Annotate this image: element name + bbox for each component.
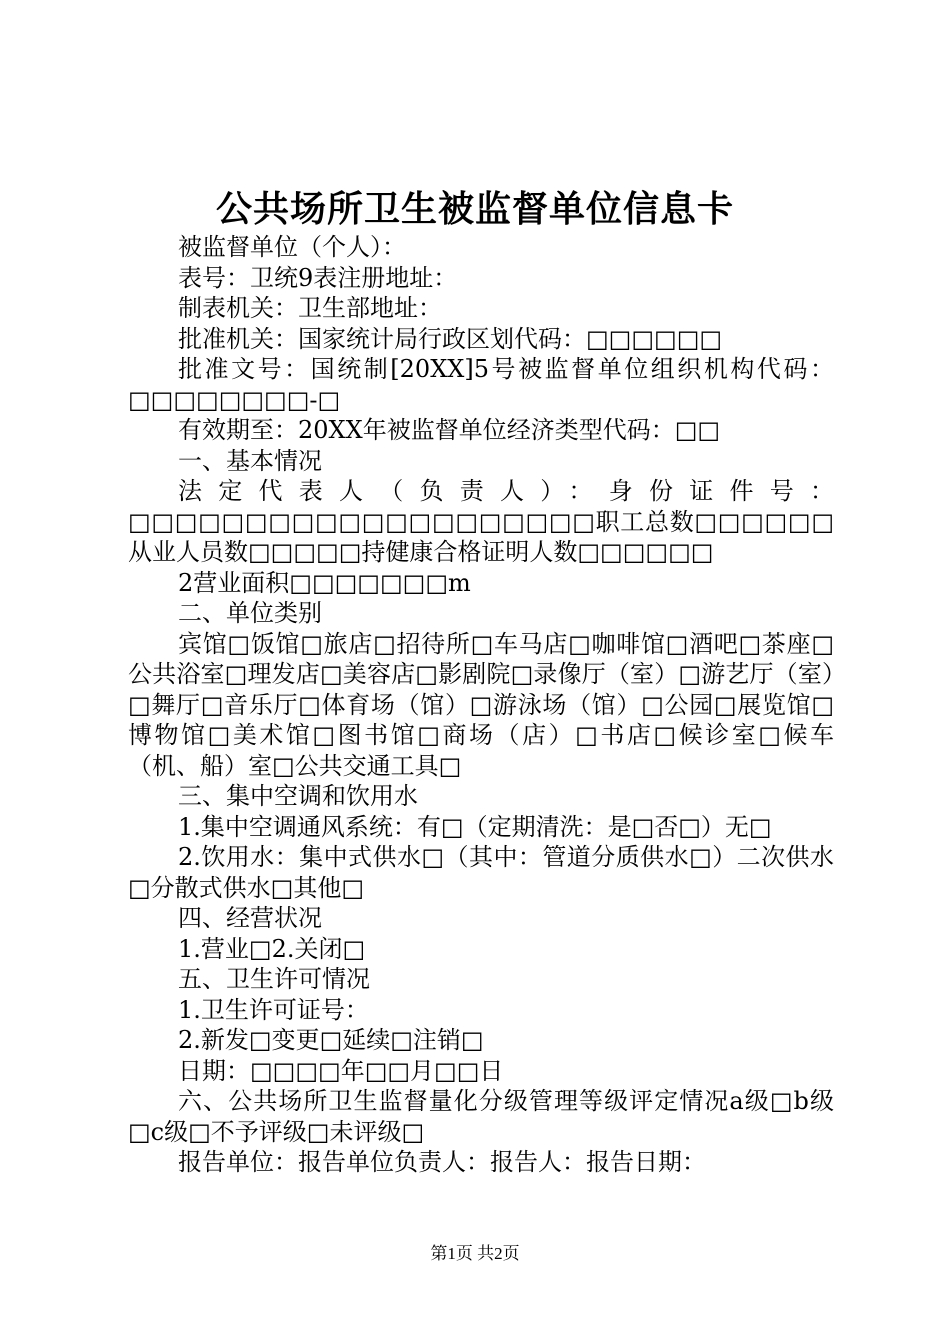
- paragraph-validity: 有效期至：20XX年被监督单位经济类型代码：□□: [178, 416, 721, 444]
- paragraph-operation-options: 1.营业□2.关闭□: [178, 934, 366, 963]
- paragraph-permit-type: 2.新发□变更□延续□注销□: [178, 1026, 484, 1054]
- paragraph-unit-categories: 宾馆□饭馆□旅店□招待所□车马店□咖啡馆□酒吧□茶座□公共浴室□理发店□美容店□影剧院□录像厅（室）□游艺厅（室）□舞厅□音乐厅□体育场（馆）□游泳场（馆）□公园□展览馆□博物馆□美术馆□图书馆□商场（店）□书店□候诊室□候车（机、船）室□公共交通工具□: [128, 629, 834, 780]
- paragraph-grading: 六、公共场所卫生监督量化分级管理等级评定情况a级□b级□c级□不予评级□未评级□: [128, 1087, 834, 1146]
- paragraph-report-signoff: 报告单位：报告单位负责人：报告人：报告日期：: [178, 1148, 706, 1176]
- section-heading-health-permit: 五、卫生许可情况: [178, 965, 370, 993]
- paragraph-drinking-water: 2.饮用水：集中式供水□（其中：管道分质供水□）二次供水□分散式供水□其他□: [128, 843, 834, 902]
- paragraph-issuing-authority: 制表机关：卫生部地址：: [178, 294, 442, 322]
- paragraph-approval-number: 批准文号：国统制[20XX]5号被监督单位组织机构代码：□□□□□□□□-□: [128, 355, 834, 414]
- paragraph-business-area: 2营业面积□□□□□□□m: [178, 568, 471, 597]
- paragraph-approval-authority: 批准机关：国家统计局行政区划代码：□□□□□□: [178, 324, 723, 353]
- section-heading-air-water: 三、集中空调和饮用水: [178, 782, 418, 810]
- page-footer: 第1页 共2页: [430, 1244, 520, 1263]
- section-heading-unit-category: 二、单位类别: [178, 599, 322, 627]
- paragraph-legal-representative: 法定代表人（负责人）：身份证件号：□□□□□□□□□□□□□□□□□□□□职工总数□□□□□□从业人员数□□□□□持健康合格证明人数□□□□□□: [128, 477, 834, 566]
- section-heading-operation-status: 四、经营状况: [178, 904, 322, 932]
- paragraph-form-number: 表号：卫统9表注册地址：: [178, 263, 458, 292]
- document-body: [128, 232, 834, 1178]
- paragraph-supervised-unit: 被监督单位（个人）：: [178, 233, 406, 261]
- paragraph-permit-number: 1.卫生许可证号：: [178, 995, 369, 1024]
- section-heading-basic-info: 一、基本情况: [178, 446, 322, 475]
- paragraph-date: 日期：□□□□年□□月□□日: [178, 1056, 504, 1085]
- document-title: 公共场所卫生被监督单位信息卡: [215, 188, 734, 230]
- paragraph-central-ac: 1.集中空调通风系统：有□（定期清洗：是□否□）无□: [178, 812, 772, 841]
